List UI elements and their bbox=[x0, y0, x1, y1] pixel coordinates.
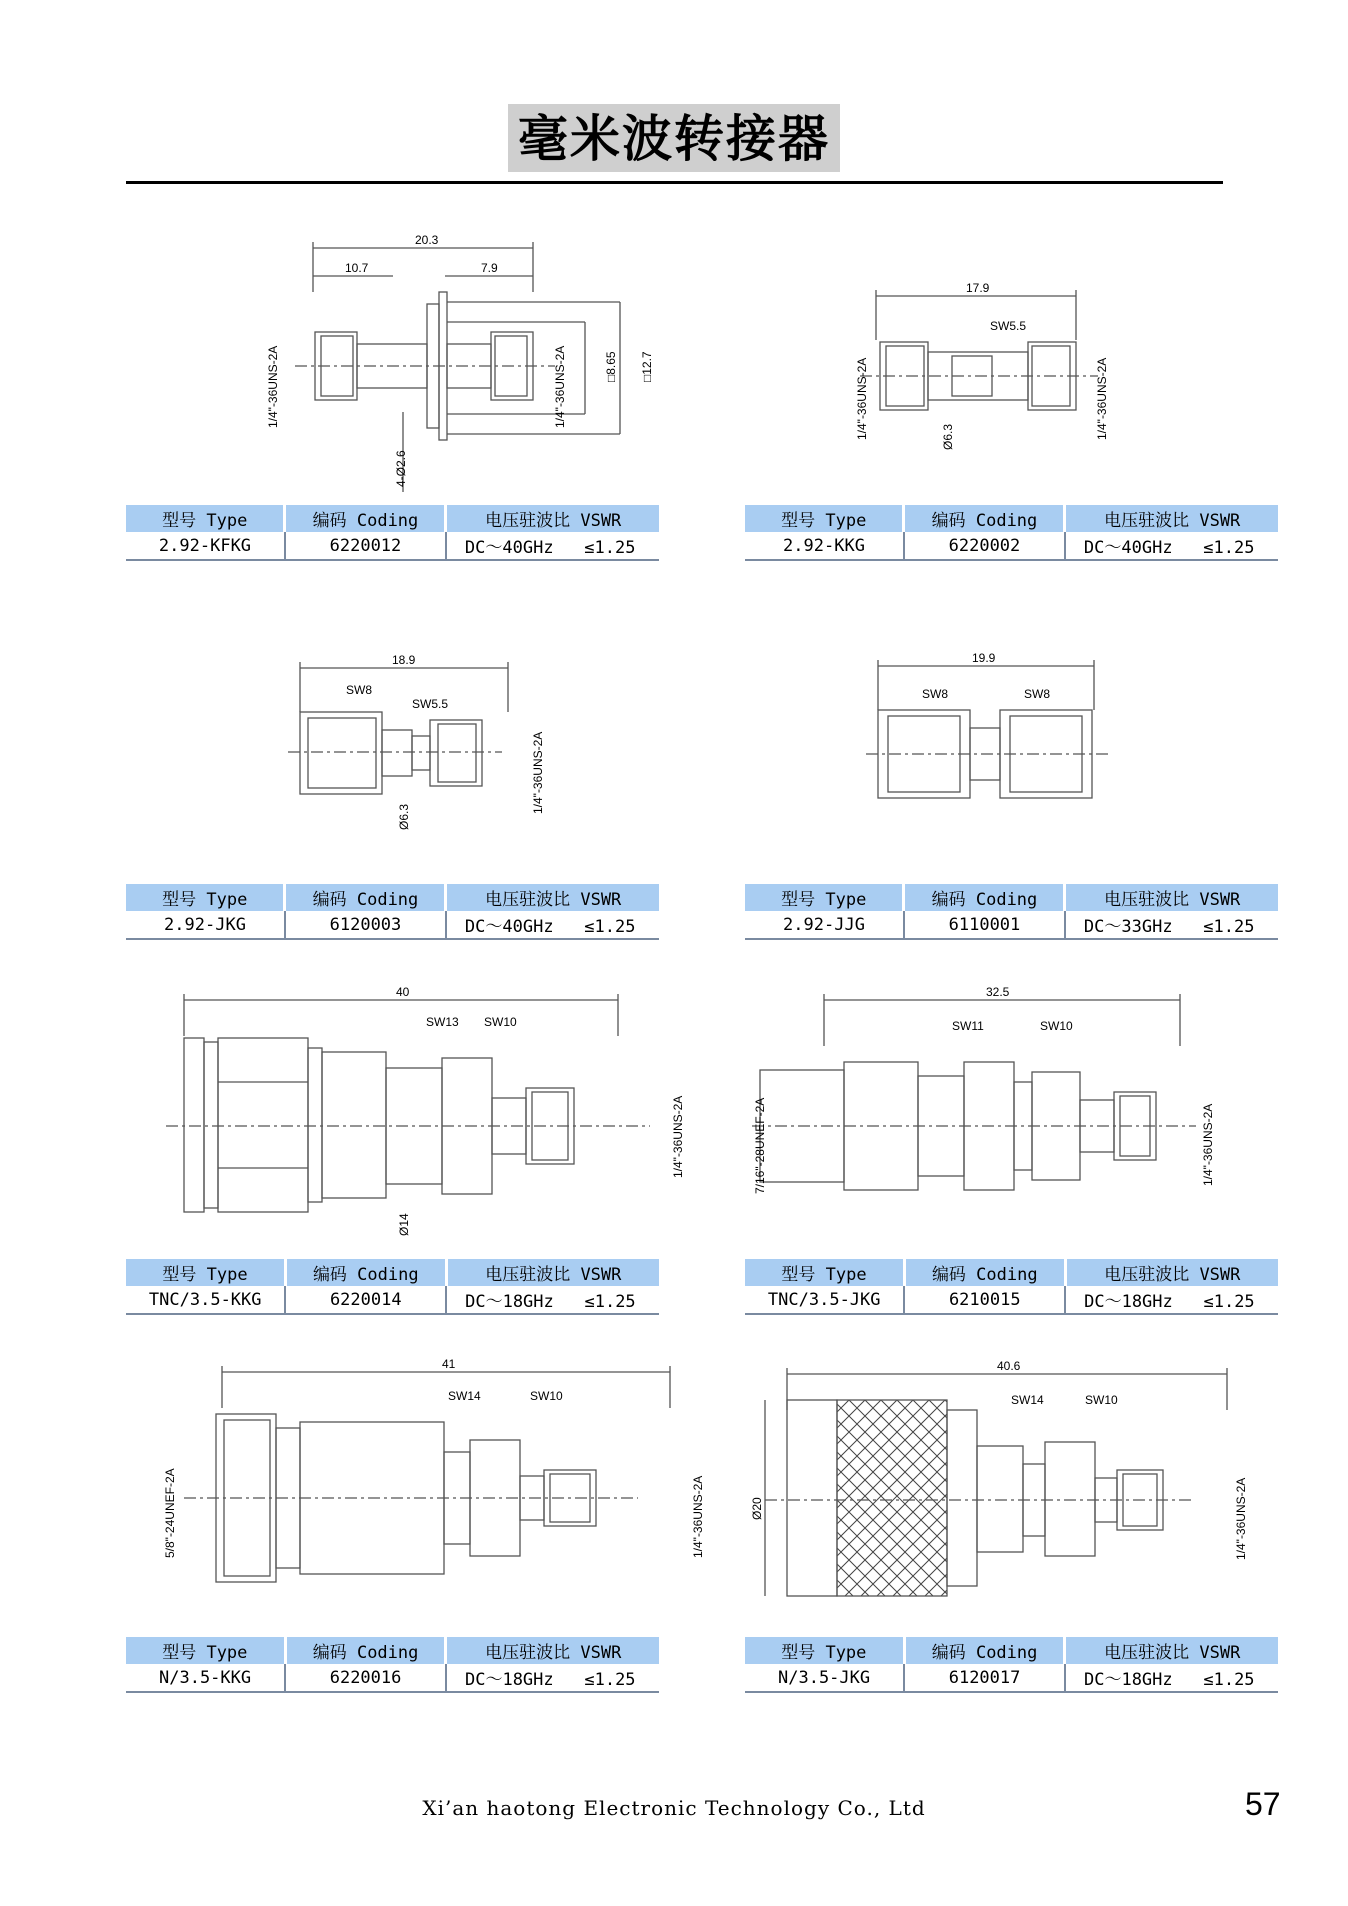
vswr-value: ≤1.25 bbox=[584, 917, 636, 937]
thread-right: 1/4"-36UNS-2A bbox=[1234, 1477, 1248, 1560]
cell-vswr bbox=[446, 532, 659, 560]
cell-type: N/3.5-JKG bbox=[745, 1664, 904, 1692]
table-row bbox=[126, 532, 659, 560]
header-type: 型号 Type bbox=[745, 1259, 904, 1286]
dim-overall: 41 bbox=[442, 1358, 456, 1371]
dim-left: 10.7 bbox=[345, 261, 369, 275]
cell-coding: 6220012 bbox=[285, 532, 446, 560]
cell-coding: 6110001 bbox=[904, 911, 1065, 939]
cell-vswr bbox=[1065, 1286, 1278, 1314]
table-row bbox=[126, 1664, 659, 1692]
header-type: 型号 Type bbox=[745, 884, 904, 911]
dim-overall: 40.6 bbox=[997, 1360, 1021, 1373]
drawing-tnc-3-5-jkg bbox=[748, 986, 1228, 1206]
dim-overall: 17.9 bbox=[966, 281, 990, 295]
spec-table-tnc-3-5-kkg bbox=[126, 1259, 659, 1315]
dim-sw1: SW8 bbox=[922, 687, 949, 701]
cell-vswr bbox=[446, 1286, 659, 1314]
drawing-n-3-5-kkg bbox=[160, 1358, 720, 1608]
page-number: 57 bbox=[1245, 1786, 1281, 1822]
vswr-value: ≤1.25 bbox=[584, 538, 636, 558]
table-row bbox=[745, 1664, 1278, 1692]
dim-sw1: SW14 bbox=[448, 1389, 481, 1403]
cell-vswr bbox=[1065, 1664, 1278, 1692]
spec-table-2-92-jjg bbox=[745, 884, 1278, 940]
header-type: 型号 Type bbox=[126, 505, 285, 532]
header-coding: 编码 Coding bbox=[904, 1637, 1065, 1664]
header-vswr: 电压驻波比 VSWR bbox=[1065, 1259, 1278, 1286]
cell-coding: 6220014 bbox=[285, 1286, 446, 1314]
dim-right: 7.9 bbox=[481, 261, 498, 275]
vswr-value: ≤1.25 bbox=[1203, 917, 1255, 937]
dim-sw2: SW10 bbox=[1085, 1393, 1118, 1407]
header-vswr: 电压驻波比 VSWR bbox=[446, 505, 659, 532]
thread-right: 1/4"-36UNS-2A bbox=[1095, 357, 1109, 440]
spec-table-2-92-kfkg bbox=[126, 505, 659, 561]
header-type: 型号 Type bbox=[126, 1637, 285, 1664]
header-type: 型号 Type bbox=[745, 1637, 904, 1664]
thread-left: 1/4"-36UNS-2A bbox=[855, 357, 869, 440]
cell-vswr bbox=[1065, 911, 1278, 939]
vswr-value: ≤1.25 bbox=[1203, 1292, 1255, 1312]
dim-overall: 40 bbox=[396, 986, 410, 999]
thread-right: 1/4"-36UNS-2A bbox=[531, 731, 545, 814]
header-vswr: 电压驻波比 VSWR bbox=[1065, 505, 1278, 532]
table-row bbox=[745, 532, 1278, 560]
drawing-2-92-kkg bbox=[830, 280, 1130, 460]
cell-type: TNC/3.5-JKG bbox=[745, 1286, 904, 1314]
vswr-range: DC～18GHz bbox=[1084, 1292, 1173, 1312]
drawing-tnc-3-5-kkg bbox=[160, 986, 700, 1246]
dim-holes: 4-Ø2.6 bbox=[394, 450, 408, 487]
header-type: 型号 Type bbox=[126, 884, 285, 911]
cell-type: 2.92-JKG bbox=[126, 911, 285, 939]
cell-vswr bbox=[446, 911, 659, 939]
dim-dia: Ø20 bbox=[750, 1497, 764, 1520]
header-vswr: 电压驻波比 VSWR bbox=[446, 1637, 659, 1664]
thread-right: 1/4"-36UNS-2A bbox=[691, 1475, 705, 1558]
dim-overall: 18.9 bbox=[392, 653, 416, 667]
knurled-grip bbox=[837, 1400, 947, 1596]
cell-type: N/3.5-KKG bbox=[126, 1664, 285, 1692]
dim-d2: □12.7 bbox=[640, 351, 654, 382]
vswr-range: DC～18GHz bbox=[465, 1292, 554, 1312]
dim-overall: 20.3 bbox=[415, 233, 439, 247]
dim-dia: Ø6.3 bbox=[941, 423, 955, 450]
dim-sw: SW5.5 bbox=[990, 319, 1027, 333]
header-type: 型号 Type bbox=[126, 1259, 285, 1286]
drawing-n-3-5-jkg bbox=[745, 1360, 1265, 1610]
dim-sw2: SW8 bbox=[1024, 687, 1051, 701]
table-row bbox=[126, 1286, 659, 1314]
dim-sw2: SW5.5 bbox=[412, 697, 449, 711]
cell-type: 2.92-JJG bbox=[745, 911, 904, 939]
vswr-range: DC～18GHz bbox=[464, 1670, 554, 1690]
vswr-range: DC～40GHz bbox=[1083, 538, 1173, 558]
dim-sw1: SW11 bbox=[952, 1019, 984, 1033]
table-row bbox=[126, 911, 659, 939]
spec-table-n-3-5-kkg bbox=[126, 1637, 659, 1693]
cell-vswr bbox=[1065, 532, 1278, 560]
drawing-2-92-jjg bbox=[860, 650, 1120, 820]
vswr-value: ≤1.25 bbox=[584, 1670, 636, 1690]
header-type: 型号 Type bbox=[745, 505, 904, 532]
thread-right: 1/4"-36UNS-2A bbox=[553, 345, 567, 428]
dim-sw2: SW10 bbox=[1040, 1019, 1073, 1033]
footer-company: Xi’an haotong Electronic Technology Co., Ltd bbox=[422, 1796, 926, 1820]
header-vswr: 电压驻波比 VSWR bbox=[1065, 884, 1278, 911]
page-title: 毫米波转接器 bbox=[508, 104, 840, 172]
vswr-range: DC～18GHz bbox=[1083, 1670, 1173, 1690]
vswr-value: ≤1.25 bbox=[584, 1292, 636, 1312]
header-coding: 编码 Coding bbox=[285, 1637, 446, 1664]
dim-sw2: SW10 bbox=[530, 1389, 563, 1403]
header-vswr: 电压驻波比 VSWR bbox=[1065, 1637, 1278, 1664]
header-coding: 编码 Coding bbox=[285, 884, 446, 911]
thread-left: 1/4"-36UNS-2A bbox=[266, 345, 280, 428]
vswr-value: ≤1.25 bbox=[1203, 1670, 1255, 1690]
dim-overall: 32.5 bbox=[986, 986, 1010, 999]
dim-sw1: SW13 bbox=[426, 1015, 459, 1029]
cell-coding: 6220016 bbox=[285, 1664, 446, 1692]
dim-sw1: SW8 bbox=[346, 683, 373, 697]
cell-type: TNC/3.5-KKG bbox=[126, 1286, 285, 1314]
vswr-value: ≤1.25 bbox=[1203, 538, 1255, 558]
header-coding: 编码 Coding bbox=[904, 505, 1065, 532]
spec-table-2-92-kkg bbox=[745, 505, 1278, 561]
drawing-2-92-jkg bbox=[280, 652, 580, 832]
cell-coding: 6220002 bbox=[904, 532, 1065, 560]
dim-dia: Ø6.3 bbox=[397, 803, 411, 830]
cell-type: 2.92-KKG bbox=[745, 532, 904, 560]
dim-sw1: SW14 bbox=[1011, 1393, 1044, 1407]
vswr-range: DC～40GHz bbox=[464, 538, 554, 558]
dim-overall: 19.9 bbox=[972, 651, 996, 665]
spec-table-2-92-jkg bbox=[126, 884, 659, 940]
cell-coding: 6120017 bbox=[904, 1664, 1065, 1692]
table-row bbox=[745, 1286, 1278, 1314]
table-row bbox=[745, 911, 1278, 939]
dim-d1: □8.65 bbox=[604, 351, 618, 382]
header-coding: 编码 Coding bbox=[904, 1259, 1065, 1286]
thread-right: 1/4"-36UNS-2A bbox=[671, 1095, 685, 1178]
vswr-range: DC～33GHz bbox=[1083, 917, 1173, 937]
header-vswr: 电压驻波比 VSWR bbox=[446, 884, 659, 911]
header-coding: 编码 Coding bbox=[904, 884, 1065, 911]
cell-type: 2.92-KFKG bbox=[126, 532, 285, 560]
vswr-range: DC～40GHz bbox=[464, 917, 554, 937]
thread-right: 1/4"-36UNS-2A bbox=[1201, 1103, 1215, 1186]
header-coding: 编码 Coding bbox=[285, 1259, 446, 1286]
cell-vswr bbox=[446, 1664, 659, 1692]
dim-dia: Ø14 bbox=[397, 1213, 411, 1236]
cell-coding: 6120003 bbox=[285, 911, 446, 939]
thread-left: 5/8"-24UNEF-2A bbox=[163, 1468, 177, 1558]
title-rule bbox=[126, 181, 1223, 184]
thread-left: 7/16"-28UNEF-2A bbox=[753, 1097, 767, 1194]
spec-table-n-3-5-jkg bbox=[745, 1637, 1278, 1693]
cell-coding: 6210015 bbox=[904, 1286, 1065, 1314]
header-vswr: 电压驻波比 VSWR bbox=[446, 1259, 659, 1286]
title-wrap bbox=[0, 104, 1348, 172]
header-coding: 编码 Coding bbox=[285, 505, 446, 532]
spec-table-tnc-3-5-jkg bbox=[745, 1259, 1278, 1315]
dim-sw2: SW10 bbox=[484, 1015, 517, 1029]
drawing-2-92-kfkg bbox=[255, 232, 665, 492]
